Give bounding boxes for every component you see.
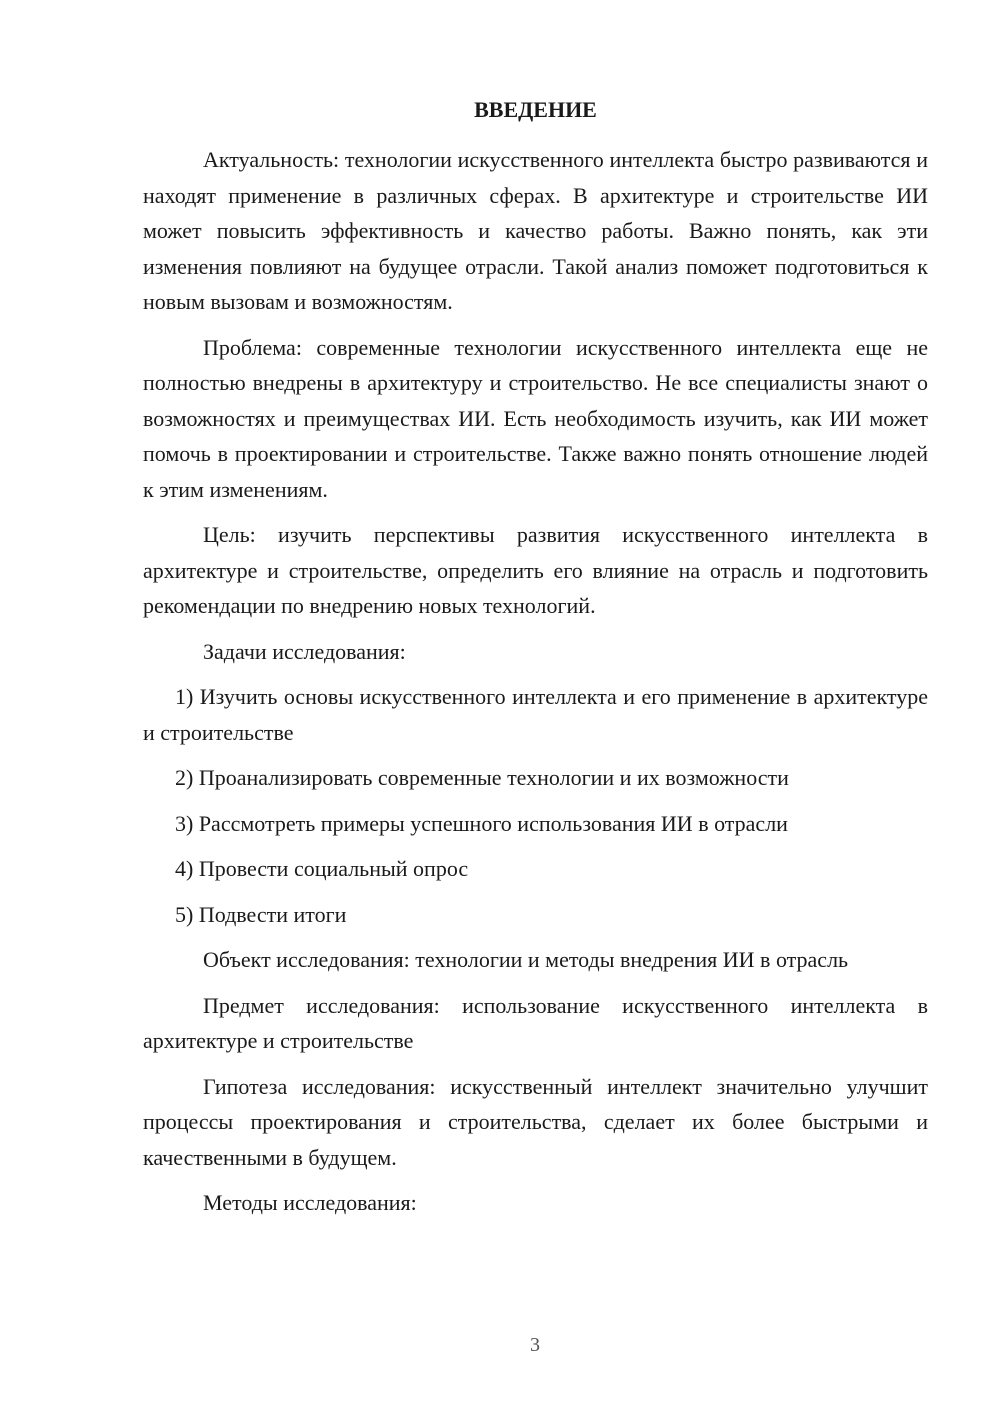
task-list	[143, 679, 928, 932]
page-number: 3	[530, 1334, 540, 1356]
methods-heading: Методы исследования:	[203, 1190, 417, 1215]
relevance-paragraph: Актуальность: технологии искусственного интеллекта быстро развиваются и находят применение в различных сферах. В архитектуре и строительстве ИИ может повысить эффективность и качество работы. Важно понять, как эти изменения повлияют на будущее отрасли. Такой анализ поможет подготовиться к новым вызовам и возможностям.	[143, 147, 928, 314]
tasks-heading: Задачи исследования:	[203, 638, 406, 664]
task-item-1: 1) Изучить основы искусственного интеллекта и его применение в архитектуре и строительстве	[143, 684, 928, 745]
document-page	[143, 94, 928, 1231]
research-subject-paragraph: Предмет исследования: использование искусственного интеллекта в архитектуре и строительстве	[143, 992, 928, 1053]
problem-paragraph: Проблема: современные технологии искусственного интеллекта еще не полностью внедрены в архитектуру и строительство. Не все специалисты знают о возможностях и преимуществах ИИ. Есть необходимость изучить, как ИИ может помочь в проектировании и строительстве. Также важно понять отношение людей к этим изменениям.	[143, 334, 928, 502]
task-item-4: 4) Провести социальный опрос	[175, 856, 469, 881]
section-heading: ВВЕДЕНИЕ	[474, 97, 597, 122]
task-item-5: 5) Подвести итоги	[175, 901, 347, 927]
goal-paragraph: Цель: изучить перспективы развития искусственного интеллекта в архитектуре и строительстве, определить его влияние на отрасль и подготовить рекомендации по внедрению новых технологий.	[143, 522, 928, 618]
task-item-2: 2) Проанализировать современные технологии и их возможности	[175, 765, 789, 790]
hypothesis-paragraph: Гипотеза исследования: искусственный интеллект значительно улучшит процессы проектирования и строительства, сделает их более быстрыми и качественными в будущем.	[143, 1073, 928, 1170]
task-item-3: 3) Рассмотреть примеры успешного использования ИИ в отрасли	[175, 810, 788, 836]
research-object-paragraph: Объект исследования: технологии и методы внедрения ИИ в отрасль	[203, 947, 849, 972]
